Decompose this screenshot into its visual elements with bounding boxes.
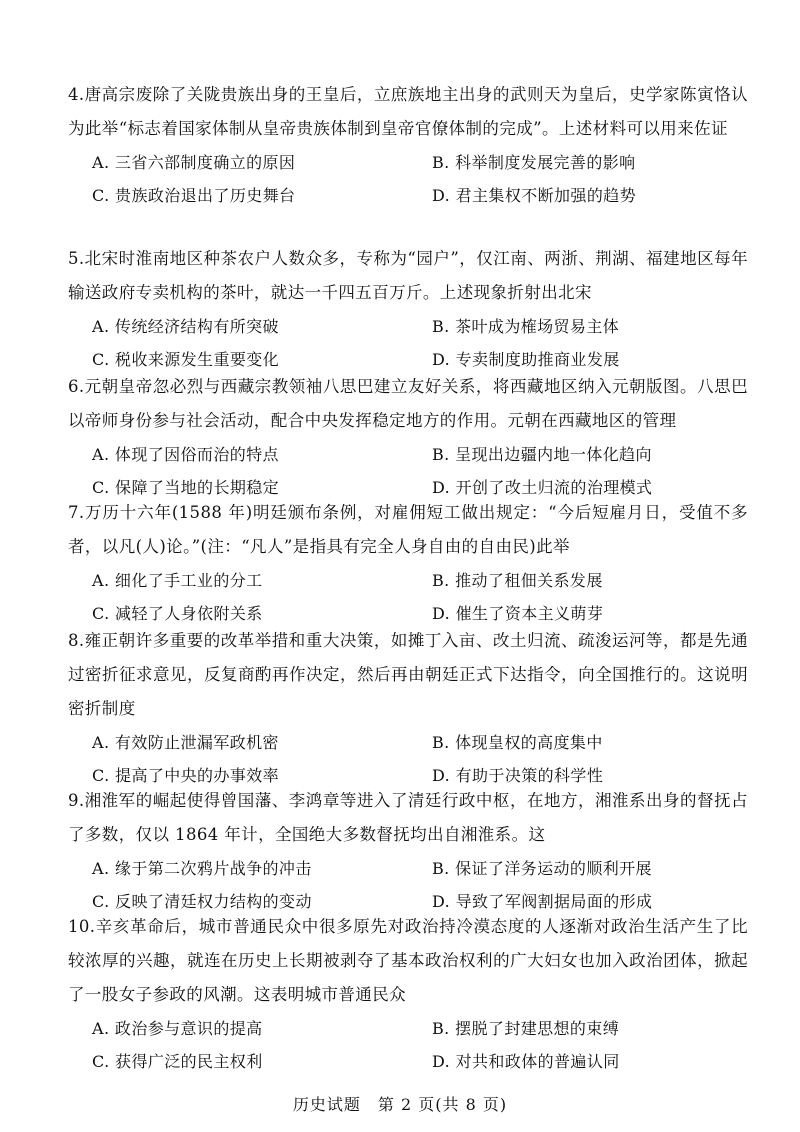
question-7 — [68, 496, 748, 630]
option-d[interactable]: D. 有助于决策的科学性 — [432, 766, 604, 785]
option-d[interactable]: D. 开创了改土归流的治理模式 — [432, 478, 653, 497]
question-stem: 雍正朝许多重要的改革举措和重大决策，如摊丁入亩、改土归流、疏浚运河等，都是先通过密折征求意见，反复商酌再作决定，然后再由朝廷正式下达指令，向全国推行的。这说明密折制度 — [68, 631, 748, 718]
options-list — [92, 1012, 752, 1078]
option-d[interactable]: D. 对共和政体的普遍认同 — [432, 1052, 620, 1071]
question-stem: 湘淮军的崛起使得曾国藩、李鸿章等进入了清廷行政中枢，在地方，湘淮系出身的督抚占了多数，仅以 1864 年计，全国绝大多数督抚均出自湘淮系。这 — [68, 791, 748, 844]
question-number: 5. — [68, 249, 85, 268]
option-b[interactable]: B. 体现皇权的高度集中 — [432, 733, 603, 752]
options-list — [92, 146, 752, 212]
question-stem: 元朝皇帝忽必烈与西藏宗教领袖八思巴建立友好关系，将西藏地区纳入元朝版图。八思巴以帝师身份参与社会活动，配合中央发挥稳定地方的作用。元朝在西藏地区的管理 — [68, 377, 748, 430]
option-a[interactable]: A. 有效防止泄漏军政机密 — [92, 733, 279, 752]
option-b[interactable]: B. 保证了洋务运动的顺利开展 — [432, 859, 652, 878]
question-4 — [68, 78, 748, 212]
question-number: 10. — [68, 917, 96, 936]
question-number: 9. — [68, 791, 85, 810]
options-list — [92, 564, 752, 630]
option-c[interactable]: C. 税收来源发生重要变化 — [92, 350, 280, 369]
option-c[interactable]: C. 贵族政治退出了历史舞台 — [92, 186, 296, 205]
option-a[interactable]: A. 三省六部制度确立的原因 — [92, 153, 296, 172]
options-list — [92, 852, 752, 918]
option-c[interactable]: C. 提高了中央的办事效率 — [92, 766, 280, 785]
option-a[interactable]: A. 体现了因俗而治的特点 — [92, 445, 279, 464]
option-a[interactable]: A. 传统经济结构有所突破 — [92, 317, 279, 336]
option-a[interactable]: A. 细化了手工业的分工 — [92, 571, 263, 590]
question-number: 7. — [68, 503, 85, 522]
question-6 — [68, 370, 748, 504]
option-b[interactable]: B. 呈现出边疆内地一体化趋向 — [432, 445, 652, 464]
option-d[interactable]: D. 催生了资本主义萌芽 — [432, 604, 604, 623]
option-c[interactable]: C. 减轻了人身依附关系 — [92, 604, 263, 623]
options-list — [92, 438, 752, 504]
option-b[interactable]: B. 摆脱了封建思想的束缚 — [432, 1019, 620, 1038]
question-number: 4. — [68, 85, 85, 104]
option-d[interactable]: D. 专卖制度助推商业发展 — [432, 350, 620, 369]
question-stem: 北宋时淮南地区种茶农户人数众多，专称为“园户”，仅江南、两浙、荆湖、福建地区每年输送政府专卖机构的茶叶，就达一千四五百万斤。上述现象折射出北宋 — [68, 249, 748, 302]
option-a[interactable]: A. 政治参与意识的提高 — [92, 1019, 263, 1038]
options-list — [92, 310, 752, 376]
question-stem: 唐高宗废除了关陇贵族出身的王皇后，立庶族地主出身的武则天为皇后，史学家陈寅恪认为此举“标志着国家体制从皇帝贵族体制到皇帝官僚体制的完成”。上述材料可以用来佐证 — [68, 85, 748, 138]
option-c[interactable]: C. 保障了当地的长期稳定 — [92, 478, 280, 497]
option-d[interactable]: D. 导致了军阀割据局面的形成 — [432, 892, 653, 911]
option-d[interactable]: D. 君主集权不断加强的趋势 — [432, 186, 637, 205]
option-b[interactable]: B. 科举制度发展完善的影响 — [432, 153, 636, 172]
option-b[interactable]: B. 茶叶成为榷场贸易主体 — [432, 317, 620, 336]
question-stem: 万历十六年(1588 年)明廷颁布条例，对雇佣短工做出规定：“今后短雇月日，受值不多者，以凡(人)论。”(注：“凡人”是指具有完全人身自由的自由民)此举 — [68, 503, 748, 556]
question-number: 8. — [68, 631, 85, 650]
option-a[interactable]: A. 缘于第二次鸦片战争的冲击 — [92, 859, 312, 878]
question-5 — [68, 242, 748, 376]
page-footer: 历史试题 第 2 页(共 8 页) — [292, 1095, 508, 1114]
options-list — [92, 726, 752, 792]
option-c[interactable]: C. 反映了清廷权力结构的变动 — [92, 892, 312, 911]
question-number: 6. — [68, 377, 85, 396]
question-10 — [68, 910, 748, 1078]
question-stem: 辛亥革命后，城市普通民众中很多原先对政治持冷漠态度的人逐渐对政治生活产生了比较浓厚的兴趣，就连在历史上长期被剥夺了基本政治权利的广大妇女也加入政治团体，掀起了一股女子参政的风潮。这表明城市普通民众 — [68, 917, 748, 1004]
question-9 — [68, 784, 748, 918]
option-c[interactable]: C. 获得广泛的民主权利 — [92, 1052, 263, 1071]
question-8 — [68, 624, 748, 792]
option-b[interactable]: B. 推动了租佃关系发展 — [432, 571, 603, 590]
